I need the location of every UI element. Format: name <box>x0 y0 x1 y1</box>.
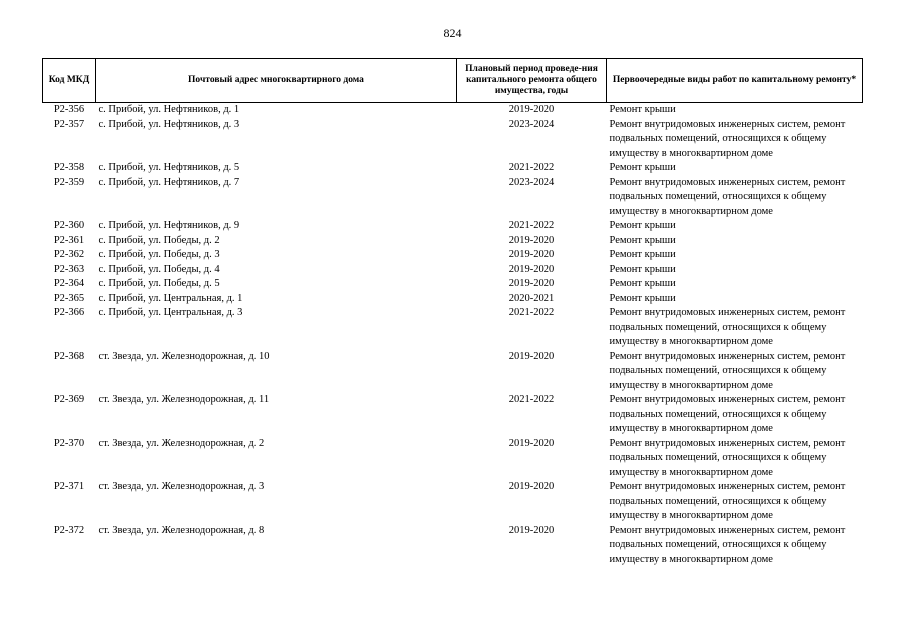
table-row <box>43 103 863 118</box>
cell-code: Р2-364 <box>53 278 85 289</box>
capital-repair-table <box>42 58 863 567</box>
cell-address: ст. Звезда, ул. Железнодорожная, д. 2 <box>98 437 265 449</box>
cell-code: Р2-356 <box>53 104 85 115</box>
cell-address: с. Прибой, ул. Победы, д. 4 <box>98 263 220 275</box>
cell-works: Ремонт внутридомовых инженерных систем, ремонт подвальных помещений, относящихся к общему имуществу в многоквартирном доме <box>609 437 846 478</box>
cell-works: Ремонт крыши <box>609 292 676 304</box>
cell-works: Ремонт крыши <box>609 234 676 246</box>
cell-period: 2021-2022 <box>508 307 555 318</box>
cell-period: 2019-2020 <box>508 234 555 246</box>
cell-code: Р2-359 <box>53 176 85 188</box>
cell-address: ст. Звезда, ул. Железнодорожная, д. 10 <box>98 350 270 362</box>
cell-code: Р2-366 <box>53 307 85 318</box>
cell-works: Ремонт внутридомовых инженерных систем, ремонт подвальных помещений, относящихся к общему имуществу в многоквартирном доме <box>609 394 846 434</box>
cell-works: Ремонт крыши <box>609 220 676 231</box>
cell-works: Ремонт внутридомовых инженерных систем, ремонт подвальных помещений, относящихся к общему имуществу в многоквартирном доме <box>609 350 846 391</box>
table-row <box>43 248 863 263</box>
cell-address: с. Прибой, ул. Центральная, д. 1 <box>98 292 243 304</box>
cell-code: Р2-361 <box>53 234 85 246</box>
cell-code: Р2-368 <box>53 350 85 362</box>
cell-code: Р2-362 <box>53 249 85 260</box>
table-row <box>43 524 863 568</box>
table-row <box>43 219 863 234</box>
cell-works: Ремонт внутридомовых инженерных систем, ремонт подвальных помещений, относящихся к общему имуществу в многоквартирном доме <box>609 524 846 565</box>
cell-period: 2020-2021 <box>508 292 555 304</box>
table-body <box>43 103 863 568</box>
table-row <box>43 350 863 394</box>
cell-address: с. Прибой, ул. Победы, д. 3 <box>98 249 220 260</box>
cell-works: Ремонт внутридомовых инженерных систем, ремонт подвальных помещений, относящихся к общему имуществу в многоквартирном доме <box>609 307 846 347</box>
cell-code: Р2-372 <box>53 524 85 536</box>
cell-address: ст. Звезда, ул. Железнодорожная, д. 11 <box>98 394 270 405</box>
cell-period: 2019-2020 <box>508 104 555 115</box>
cell-code: Р2-371 <box>53 481 85 492</box>
table-row <box>43 393 863 437</box>
cell-period: 2021-2022 <box>508 394 555 405</box>
cell-code: Р2-358 <box>53 162 85 173</box>
cell-period: 2023-2024 <box>508 176 555 188</box>
cell-code: Р2-360 <box>53 220 85 231</box>
cell-period: 2023-2024 <box>508 118 555 130</box>
cell-address: с. Прибой, ул. Нефтяников, д. 5 <box>98 162 240 173</box>
table-row <box>43 277 863 292</box>
table-row <box>43 480 863 524</box>
cell-address: с. Прибой, ул. Нефтяников, д. 1 <box>98 104 240 115</box>
cell-works: Ремонт крыши <box>609 162 676 173</box>
table-row <box>43 292 863 307</box>
cell-works: Ремонт крыши <box>609 104 676 115</box>
cell-address: с. Прибой, ул. Нефтяников, д. 9 <box>98 220 240 231</box>
cell-period: 2019-2020 <box>508 249 555 260</box>
table-row <box>43 306 863 350</box>
cell-period: 2019-2020 <box>508 437 555 449</box>
header-period: Плановый период проведе-ния капитального ремонта общего имущества, годы <box>457 59 607 103</box>
table-row <box>43 161 863 176</box>
cell-period: 2019-2020 <box>508 278 555 289</box>
table-row <box>43 263 863 278</box>
cell-address: ст. Звезда, ул. Железнодорожная, д. 3 <box>98 481 265 492</box>
table-row <box>43 176 863 220</box>
cell-code: Р2-370 <box>53 437 85 449</box>
cell-code: Р2-369 <box>53 394 85 405</box>
cell-code: Р2-357 <box>53 118 85 130</box>
cell-address: с. Прибой, ул. Победы, д. 2 <box>98 234 220 246</box>
cell-works: Ремонт крыши <box>609 249 676 260</box>
cell-address: с. Прибой, ул. Нефтяников, д. 3 <box>98 118 240 130</box>
cell-address: с. Прибой, ул. Центральная, д. 3 <box>98 307 243 318</box>
cell-works: Ремонт внутридомовых инженерных систем, ремонт подвальных помещений, относящихся к общему имуществу в многоквартирном доме <box>609 118 846 159</box>
cell-period: 2019-2020 <box>508 263 555 275</box>
cell-address: с. Прибой, ул. Победы, д. 5 <box>98 278 220 289</box>
table-row <box>43 118 863 162</box>
cell-code: Р2-363 <box>53 263 85 275</box>
header-works: Первоочередные виды работ по капитальному ремонту* <box>607 59 863 103</box>
header-code: Код МКД <box>43 59 96 103</box>
cell-code: Р2-365 <box>53 292 85 304</box>
cell-address: ст. Звезда, ул. Железнодорожная, д. 8 <box>98 524 265 536</box>
table-row <box>43 234 863 249</box>
cell-works: Ремонт крыши <box>609 263 676 275</box>
cell-period: 2021-2022 <box>508 162 555 173</box>
header-address: Почтовый адрес многоквартирного дома <box>96 59 457 103</box>
cell-period: 2019-2020 <box>508 524 555 536</box>
cell-address: с. Прибой, ул. Нефтяников, д. 7 <box>98 176 240 188</box>
cell-works: Ремонт внутридомовых инженерных систем, ремонт подвальных помещений, относящихся к общему имуществу в многоквартирном доме <box>609 481 846 521</box>
cell-works: Ремонт крыши <box>609 278 676 289</box>
table-header-row <box>43 59 863 103</box>
cell-period: 2019-2020 <box>508 350 555 362</box>
table-row <box>43 437 863 481</box>
cell-period: 2021-2022 <box>508 220 555 231</box>
page-number: 824 <box>443 26 462 40</box>
cell-works: Ремонт внутридомовых инженерных систем, ремонт подвальных помещений, относящихся к общему имуществу в многоквартирном доме <box>609 176 846 217</box>
cell-period: 2019-2020 <box>508 481 555 492</box>
